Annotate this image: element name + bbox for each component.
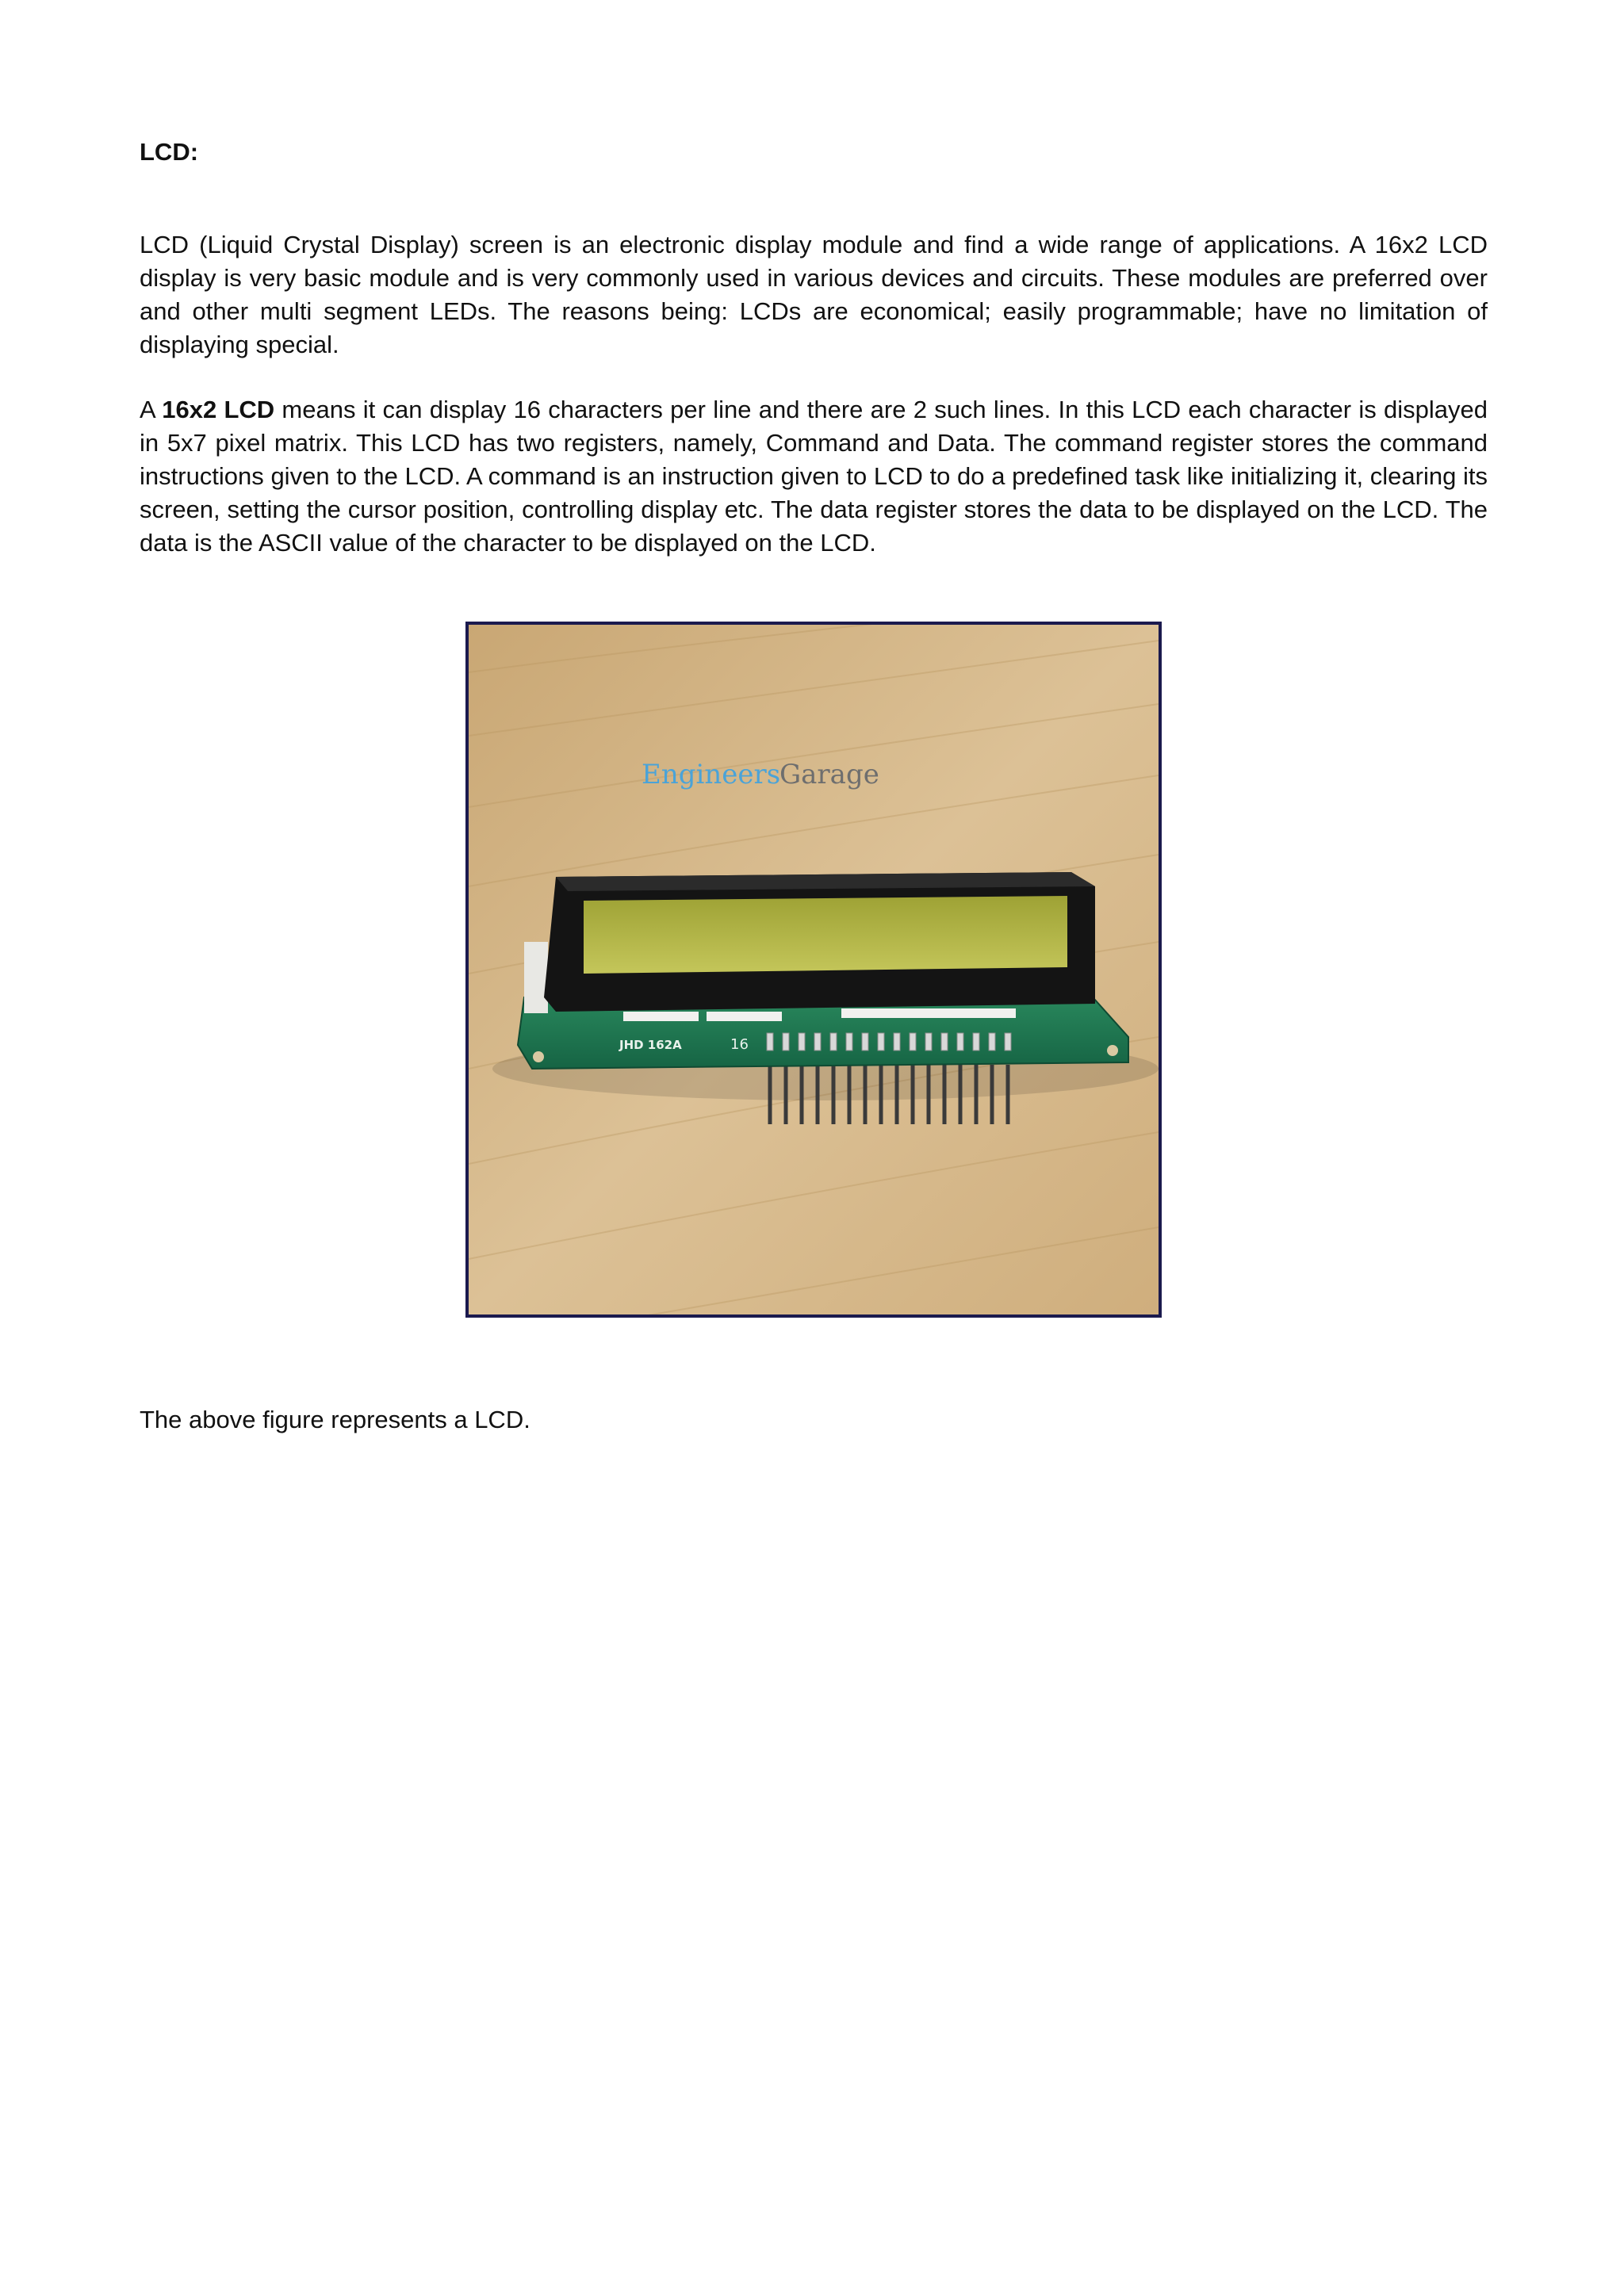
mount-hole-right [1107,1045,1118,1056]
section-heading: LCD: [140,138,199,166]
mount-hole-left [533,1051,544,1062]
white-strip-2 [707,1012,782,1021]
lcd-module-illustration [469,625,1159,1314]
white-strip-3 [841,1008,1016,1018]
white-connector-left [524,942,548,1013]
board-marking: JHD 162A [619,1038,682,1052]
paragraph-body: means it can display 16 characters per line and there are 2 such lines. In this LCD each character is displayed in 5x7 pixel matrix. This LCD has two registers, namely, Command and Data. The command register stores the command instructions given to the LCD. A command is an instruction given to LCD to do a predefined task like initializing it, clearing its screen, setting the cursor position, controlling display etc. The data register stores the data to be displayed on the LCD. The data is the ASCII value of the character to be displayed on the LCD. [140,396,1488,557]
paragraph-prefix: A [140,396,163,423]
bold-term: 16x2 LCD [162,396,275,423]
watermark-garage: Garage [779,759,879,790]
figure-caption: The above figure represents a LCD. [140,1406,530,1433]
intro-paragraph: LCD (Liquid Crystal Display) screen is an electronic display module and find a wide range of applications. A 16x2 LCD display is very basic module and is very commonly used in various devices and circuits. These modules are preferred over and other multi segment LEDs. The reasons being: LCDs are economical; easily programmable; have no limitation of displaying special. [140,231,1488,358]
white-strip-1 [623,1012,699,1021]
pin-marking: 16 [730,1036,749,1053]
lcd-photo-figure [465,622,1162,1318]
lcd-screen [584,896,1067,974]
details-paragraph [140,393,1488,560]
watermark-engineers: Engineers [642,759,781,790]
